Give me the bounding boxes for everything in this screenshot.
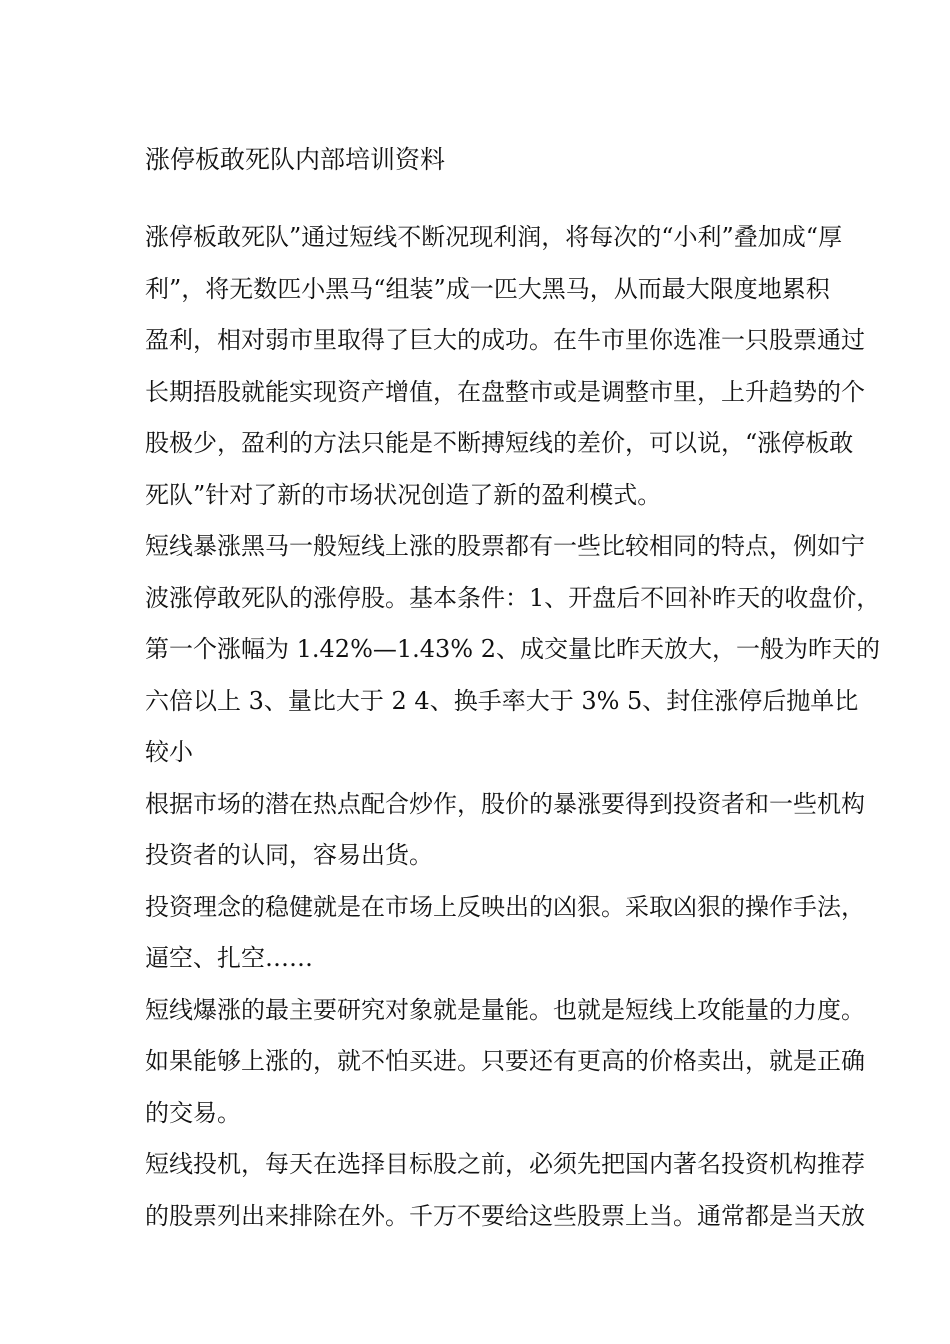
paragraph-line: 较小 [145,738,193,766]
document-title: 涨停板敢死队内部培训资料 [145,145,446,174]
paragraph-line: 第一个涨幅为 1.42%—1.43% 2、成交量比昨天放大，一般为昨天的 [145,635,881,663]
paragraph-line: 的交易。 [145,1098,241,1127]
paragraph-line: 利”，将无数匹小黑马“组装”成一匹大黑马，从而最大限度地累积 [145,274,830,303]
paragraph-line: 投资理念的稳健就是在市场上反映出的凶狠。采取凶狠的操作手法， [145,892,865,921]
paragraph-line: 股极少，盈利的方法只能是不断搏短线的差价，可以说，“涨停板敢 [145,429,854,457]
document-body [145,212,881,1242]
paragraph-line: 六倍以上 3、量比大于 2 4、换手率大于 3% 5、封住涨停后抛单比 [145,686,859,715]
paragraph-line: 长期捂股就能实现资产增值，在盘整市或是调整市里，上升趋势的个 [145,377,865,406]
paragraph-line: 死队”针对了新的市场状况创造了新的盈利模式。 [145,480,662,509]
paragraph-line: 的股票列出来排除在外。千万不要给这些股票上当。通常都是当天放 [145,1201,865,1230]
paragraph-line: 短线暴涨黑马一般短线上涨的股票都有一些比较相同的特点，例如宁 [145,532,865,560]
paragraph-line: 根据市场的潜在热点配合炒作，股价的暴涨要得到投资者和一些机构 [145,789,865,818]
paragraph-line: 短线爆涨的最主要研究对象就是量能。也就是短线上攻能量的力度。 [145,995,865,1024]
paragraph-line: 逼空、扎空…… [145,944,313,972]
paragraph-line: 投资者的认同，容易出货。 [145,841,433,869]
paragraph-line: 盈利，相对弱市里取得了巨大的成功。在牛市里你选准一只股票通过 [145,326,865,354]
paragraph-line: 如果能够上涨的，就不怕买进。只要还有更高的价格卖出，就是正确 [145,1047,865,1075]
paragraph-line: 波涨停敢死队的涨停股。基本条件：1、开盘后不回补昨天的收盘价， [145,583,881,612]
paragraph-line: 涨停板敢死队”通过短线不断况现利润，将每次的“小利”叠加成“厚 [145,223,843,251]
paragraph-line: 短线投机，每天在选择目标股之前，必须先把国内著名投资机构推荐 [145,1150,865,1178]
